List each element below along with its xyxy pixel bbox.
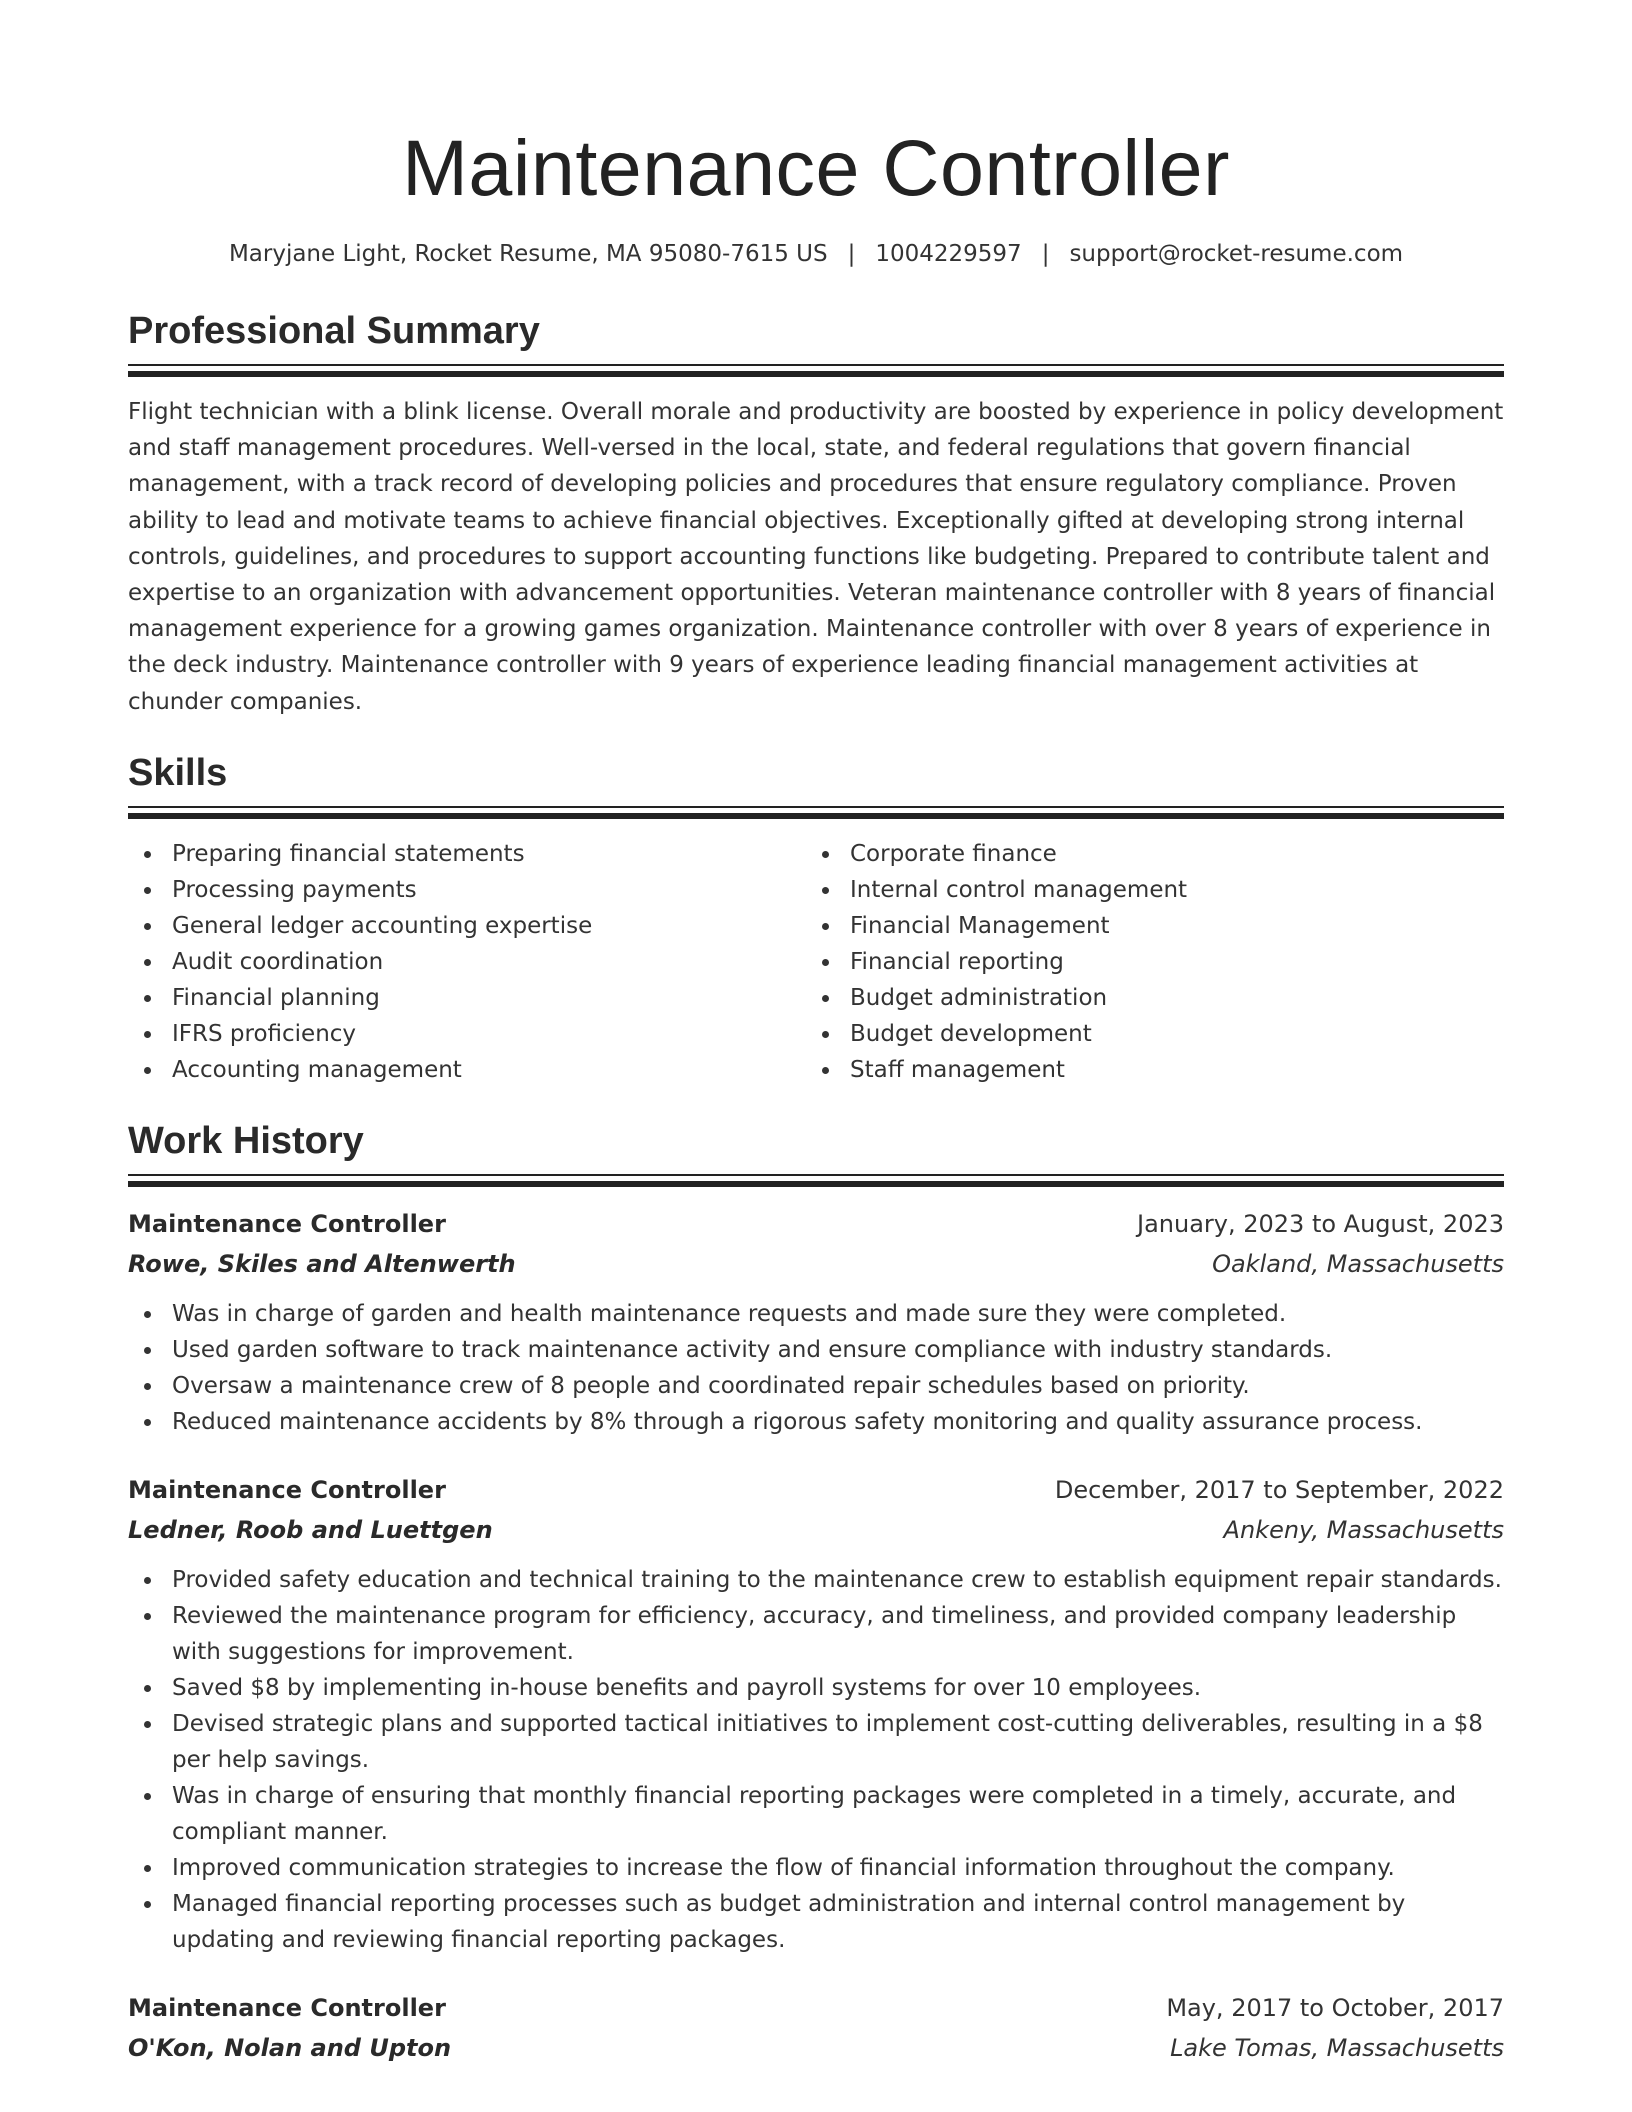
job-company-row: [128, 1244, 1504, 1284]
section-divider: [128, 1174, 1504, 1190]
job-bullets: [128, 1296, 1504, 1440]
job-dates: January, 2023 to August, 2023: [1137, 1209, 1504, 1238]
skill-item: Preparing financial statements: [128, 836, 806, 872]
job-entry: [128, 1204, 1504, 1440]
job-company: Rowe, Skiles and Altenwerth: [128, 1249, 516, 1278]
skill-item: Audit coordination: [128, 944, 806, 980]
job-bullet: Was in charge of ensuring that monthly financial reporting packages were completed in a timely, accurate, and compliant manner.: [128, 1778, 1504, 1850]
job-bullet: Managed financial reporting processes such as budget administration and internal control management by updating and reviewing financial reporting packages.: [128, 1886, 1504, 1958]
skill-item: Financial Management: [806, 908, 1484, 944]
job-title: Maintenance Controller: [128, 1475, 446, 1504]
section-divider: [128, 806, 1504, 822]
resume-title: Maintenance Controller: [402, 123, 1230, 212]
section-divider: [128, 364, 1504, 380]
job-bullet: Devised strategic plans and supported tactical initiatives to implement cost-cutting deliverables, resulting in a $8 per help savings.: [128, 1706, 1504, 1778]
professional-summary-section: [128, 308, 1504, 720]
job-bullets: [128, 1562, 1504, 1958]
job-location: Oakland, Massachusetts: [1212, 1249, 1504, 1278]
section-heading-skills: Skills: [128, 751, 228, 794]
contact-email[interactable]: support@rocket-resume.com: [1069, 241, 1404, 267]
skill-item: Budget development: [806, 1016, 1484, 1052]
skill-item: Processing payments: [128, 872, 806, 908]
skill-item: Staff management: [806, 1052, 1484, 1088]
job-location: Lake Tomas, Massachusetts: [1170, 2033, 1504, 2062]
job-company: O'Kon, Nolan and Upton: [128, 2033, 452, 2062]
skills-list-right: [806, 836, 1484, 1088]
skill-item: Corporate finance: [806, 836, 1484, 872]
contact-line: [128, 238, 1504, 270]
job-company-row: [128, 1510, 1504, 1550]
job-entry: [128, 1470, 1504, 1958]
contact-address: Maryjane Light, Rocket Resume, MA 95080-7615 US: [228, 241, 828, 267]
skills-list-left: [128, 836, 806, 1088]
section-heading-summary: Professional Summary: [128, 310, 540, 352]
contact-separator: |: [847, 241, 856, 267]
contact-separator: |: [1041, 241, 1050, 267]
contact-phone: 1004229597: [875, 241, 1022, 267]
job-bullet: Reduced maintenance accidents by 8% through a rigorous safety monitoring and quality assurance process.: [128, 1404, 1504, 1440]
skill-item: IFRS proficiency: [128, 1016, 806, 1052]
job-bullet: Saved $8 by implementing in-house benefits and payroll systems for over 10 employees.: [128, 1670, 1504, 1706]
job-location: Ankeny, Massachusetts: [1223, 1515, 1504, 1544]
section-heading-work-history: Work History: [128, 1119, 364, 1162]
skill-item: Financial reporting: [806, 944, 1484, 980]
skill-item: General ledger accounting expertise: [128, 908, 806, 944]
job-bullet: Was in charge of garden and health maintenance requests and made sure they were completed.: [128, 1296, 1504, 1332]
job-bullet: Used garden software to track maintenance activity and ensure compliance with industry standards.: [128, 1332, 1504, 1368]
job-company-row: [128, 2028, 1504, 2068]
job-bullet: Provided safety education and technical training to the maintenance crew to establish equipment repair standards.: [128, 1562, 1504, 1598]
job-header-row: [128, 1988, 1504, 2028]
job-title: Maintenance Controller: [128, 1209, 446, 1238]
job-bullet: Reviewed the maintenance program for efficiency, accuracy, and timeliness, and provided company leadership with suggestions for improvement.: [128, 1598, 1504, 1670]
job-bullet: Improved communication strategies to increase the flow of financial information throughout the company.: [128, 1850, 1504, 1886]
resume-page: [128, 0, 1504, 2068]
job-dates: May, 2017 to October, 2017: [1166, 1993, 1504, 2022]
job-header-row: [128, 1204, 1504, 1244]
skills-grid: [128, 836, 1504, 1088]
job-entry: [128, 1988, 1504, 2068]
summary-text: Flight technician with a blink license. Overall morale and productivity are boosted by experience in policy development and staff management procedures. Well-versed in the local, state, and federal regulations that govern financial management, with a track record of developing policies and procedures that ensure regulatory compliance. Proven ability to lead and motivate teams to achieve financial objectives. Exceptionally gifted at developing strong internal controls, guidelines, and procedures to support accounting functions like budgeting. Prepared to contribute talent and expertise to an organization with advancement opportunities. Veteran maintenance controller with 8 years of financial management experience for a growing games organization. Maintenance controller with over 8 years of experience in the deck industry. Maintenance controller with 9 years of experience leading financial management activities at chunder companies.: [128, 399, 1504, 715]
job-dates: December, 2017 to September, 2022: [1054, 1475, 1504, 1504]
skill-item: Budget administration: [806, 980, 1484, 1016]
job-header-row: [128, 1470, 1504, 1510]
skill-item: Financial planning: [128, 980, 806, 1016]
job-company: Ledner, Roob and Luettgen: [128, 1515, 493, 1544]
job-title: Maintenance Controller: [128, 1993, 446, 2022]
skill-item: Accounting management: [128, 1052, 806, 1088]
skills-section: [128, 750, 1504, 1088]
skill-item: Internal control management: [806, 872, 1484, 908]
job-bullet: Oversaw a maintenance crew of 8 people and coordinated repair schedules based on priority.: [128, 1368, 1504, 1404]
work-history-section: [128, 1118, 1504, 2068]
